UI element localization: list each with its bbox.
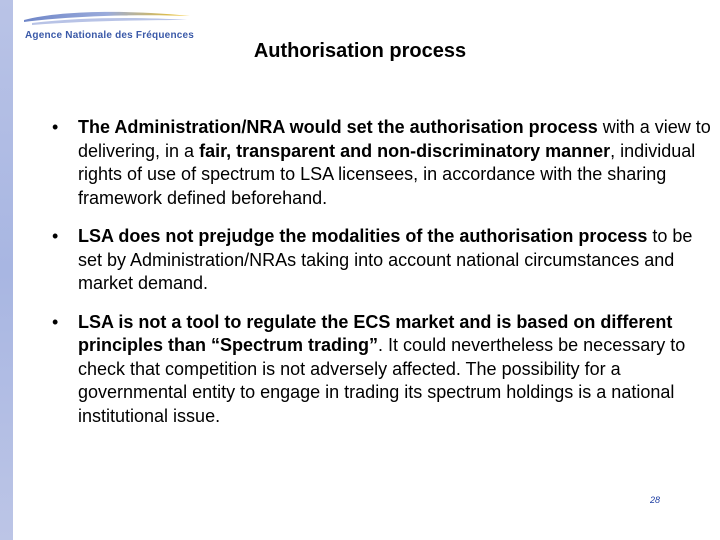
logo-swoosh-icon — [22, 8, 192, 30]
page-number: 28 — [649, 495, 660, 505]
bullet-text-bold: LSA does not prejudge the modalities of the authorisation process — [78, 226, 648, 246]
bullet-text-bold: LSA is not a tool to regulate the ECS market and is based on different principles than “Spectrum trading” — [78, 311, 673, 355]
slide-title: Authorisation process — [253, 40, 467, 62]
bullet-text: with a view to delivering, in a — [78, 117, 711, 161]
bullet-text: to be set by Administration/NRAs taking into account national circumstances and market demand. — [78, 226, 693, 293]
bullet-item — [50, 225, 720, 296]
bullet-item — [50, 311, 720, 429]
bullet-item — [50, 116, 720, 210]
bullet-marker: • — [52, 226, 59, 246]
anfr-logo — [22, 8, 195, 41]
bullet-text: . It could nevertheless be necessary to check that competition is not adversely affected. The possibility for a governmental entity to engage in trading its spectrum holdings is a national institutional issue. — [78, 335, 686, 426]
bullet-marker: • — [52, 311, 59, 332]
bullet-text-bold: The Administration/NRA would set the authorisation process — [78, 117, 598, 137]
left-decorative-band — [0, 0, 13, 540]
bullet-list — [50, 116, 720, 428]
bullet-text-bold: fair, transparent and non-discriminatory manner — [199, 140, 611, 161]
bullet-text: , individual rights of use of spectrum to LSA licensees, in accordance with the sharing framework defined beforehand. — [78, 140, 696, 208]
bullet-marker: • — [52, 117, 59, 137]
logo-text: Agence Nationale des Fréquences — [25, 30, 195, 41]
